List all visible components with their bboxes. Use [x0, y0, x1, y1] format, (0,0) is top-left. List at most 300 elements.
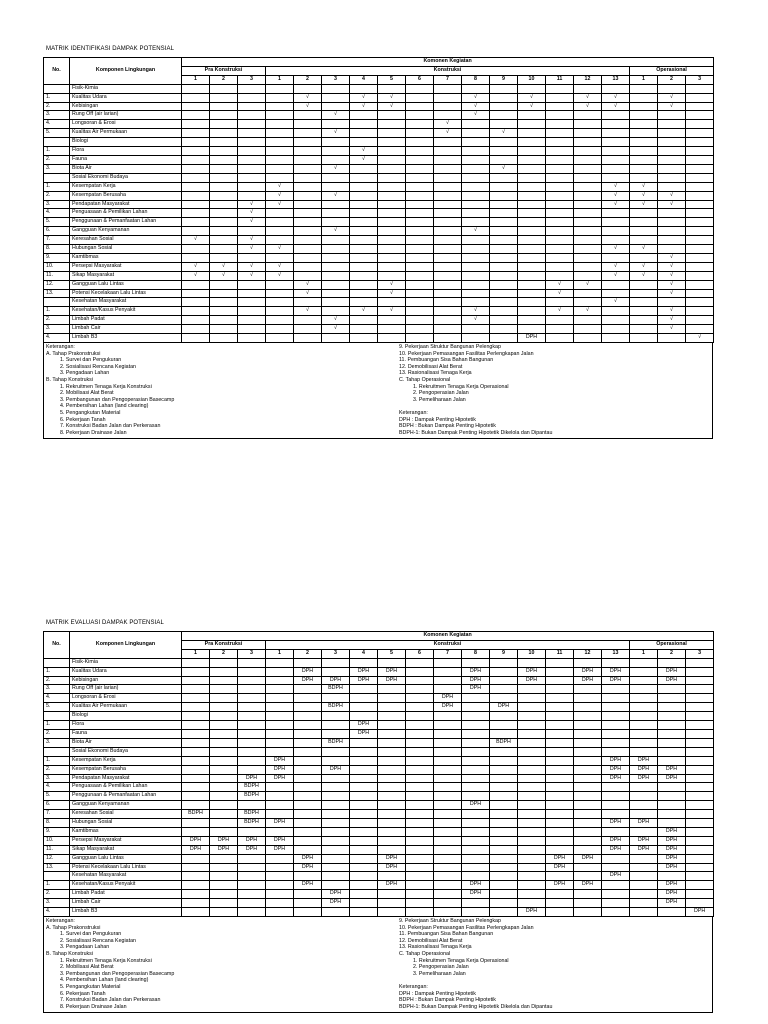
- matrix-cell: [490, 289, 518, 298]
- matrix-cell: [434, 289, 462, 298]
- matrix-cell: [322, 712, 350, 721]
- component-label: Kebisingan: [70, 102, 182, 111]
- row-number: 4.: [44, 120, 70, 129]
- matrix-cell: [462, 280, 490, 289]
- matrix-cell: [490, 836, 518, 845]
- row-number: 3.: [44, 111, 70, 120]
- matrix-cell: [238, 854, 266, 863]
- matrix-cell: [574, 685, 602, 694]
- row-number: 6.: [44, 801, 70, 810]
- matrix-cell: [182, 111, 210, 120]
- matrix-cell: √: [266, 271, 294, 280]
- matrix-cell: [182, 908, 210, 917]
- matrix-cell: [490, 810, 518, 819]
- matrix-cell: DPH: [658, 890, 686, 899]
- matrix-cell: [434, 908, 462, 917]
- matrix-cell: [686, 298, 714, 307]
- matrix-cell: DPH: [602, 845, 630, 854]
- matrix-cell: [266, 120, 294, 129]
- matrix-cell: [350, 325, 378, 334]
- table-row: [44, 783, 714, 792]
- header-column-number: 12: [574, 75, 602, 84]
- matrix-cell: [182, 102, 210, 111]
- matrix-cell: √: [462, 102, 490, 111]
- matrix-cell: [266, 872, 294, 881]
- matrix-cell: [322, 667, 350, 676]
- matrix-cell: √: [294, 289, 322, 298]
- matrix-cell: [546, 899, 574, 908]
- matrix-cell: [238, 316, 266, 325]
- matrix-cell: [378, 899, 406, 908]
- row-number: 7.: [44, 810, 70, 819]
- component-label: Biologi: [70, 712, 182, 721]
- matrix-cell: [294, 209, 322, 218]
- matrix-cell: [658, 155, 686, 164]
- matrix-cell: [602, 738, 630, 747]
- matrix-cell: [238, 712, 266, 721]
- matrix-cell: [658, 298, 686, 307]
- header-column-number: 2: [658, 649, 686, 658]
- header-column-number: 6: [406, 649, 434, 658]
- component-label: Biologi: [70, 138, 182, 147]
- matrix-cell: [378, 236, 406, 245]
- component-label: Hubungan Sosial: [70, 245, 182, 254]
- component-label: Kesempatan Kerja: [70, 182, 182, 191]
- legend-item: 7. Konstruksi Badan Jalan dan Perkerasan: [60, 423, 161, 430]
- component-label: Penguasaan & Pemilikan Lahan: [70, 209, 182, 218]
- table-row: [44, 845, 714, 854]
- matrix-cell: [630, 872, 658, 881]
- matrix-cell: [350, 756, 378, 765]
- matrix-cell: DPH: [658, 676, 686, 685]
- legend-item: 3. Pemeliharaan Jalan: [413, 396, 466, 403]
- table-row: [44, 676, 714, 685]
- matrix-cell: [686, 854, 714, 863]
- matrix-cell: [294, 712, 322, 721]
- matrix-cell: [378, 191, 406, 200]
- matrix-cell: [686, 765, 714, 774]
- matrix-cell: [490, 694, 518, 703]
- table-row: [44, 738, 714, 747]
- matrix-cell: [322, 774, 350, 783]
- matrix-cell: [406, 756, 434, 765]
- matrix-cell: DPH: [294, 854, 322, 863]
- header-group: Konstruksi: [266, 640, 630, 649]
- matrix-cell: [574, 703, 602, 712]
- matrix-cell: [406, 218, 434, 227]
- matrix-cell: [490, 899, 518, 908]
- matrix-cell: [462, 200, 490, 209]
- matrix-cell: [518, 899, 546, 908]
- matrix-cell: [210, 872, 238, 881]
- matrix-cell: [406, 658, 434, 667]
- matrix-cell: [602, 890, 630, 899]
- matrix-cell: [574, 325, 602, 334]
- matrix-cell: [294, 129, 322, 138]
- matrix-cell: [322, 721, 350, 730]
- matrix-cell: [434, 774, 462, 783]
- matrix-cell: [182, 253, 210, 262]
- matrix-cell: [518, 307, 546, 316]
- matrix-cell: [686, 890, 714, 899]
- matrix-cell: [322, 792, 350, 801]
- matrix-cell: [546, 721, 574, 730]
- matrix-cell: [630, 738, 658, 747]
- matrix-cell: [350, 84, 378, 93]
- matrix-cell: [462, 191, 490, 200]
- matrix-cell: √: [238, 262, 266, 271]
- matrix-cell: [518, 881, 546, 890]
- matrix-cell: DPH: [322, 899, 350, 908]
- matrix-cell: √: [630, 200, 658, 209]
- row-number: 1.: [44, 881, 70, 890]
- matrix-cell: [602, 218, 630, 227]
- matrix-cell: [546, 819, 574, 828]
- matrix-cell: [602, 164, 630, 173]
- matrix-cell: √: [658, 262, 686, 271]
- matrix-cell: [322, 218, 350, 227]
- legend-item: 3. Pengadaan Lahan: [60, 944, 110, 951]
- matrix-cell: [266, 298, 294, 307]
- legend-item: Keterangan:: [399, 409, 428, 416]
- table-row: [44, 111, 714, 120]
- matrix-cell: [210, 253, 238, 262]
- matrix-cell: [546, 667, 574, 676]
- matrix-cell: [210, 703, 238, 712]
- table-row: [44, 280, 714, 289]
- matrix-cell: [546, 676, 574, 685]
- matrix-cell: [266, 721, 294, 730]
- matrix-cell: √: [322, 164, 350, 173]
- row-number: 9.: [44, 827, 70, 836]
- matrix-cell: [434, 872, 462, 881]
- matrix-cell: DPH: [294, 667, 322, 676]
- matrix-cell: [490, 881, 518, 890]
- matrix-cell: [406, 289, 434, 298]
- matrix-cell: [658, 685, 686, 694]
- table-row: [44, 334, 714, 343]
- matrix-cell: DPH: [546, 881, 574, 890]
- matrix-cell: [182, 325, 210, 334]
- matrix-cell: √: [602, 102, 630, 111]
- matrix-cell: [574, 836, 602, 845]
- matrix-cell: [686, 810, 714, 819]
- matrix-cell: [686, 307, 714, 316]
- matrix-cell: [462, 182, 490, 191]
- matrix-cell: [434, 325, 462, 334]
- matrix-cell: [490, 209, 518, 218]
- matrix-cell: [210, 747, 238, 756]
- matrix-cell: [406, 703, 434, 712]
- matrix-cell: BDPH: [322, 703, 350, 712]
- matrix-cell: [546, 253, 574, 262]
- matrix-cell: [266, 218, 294, 227]
- matrix-cell: [686, 712, 714, 721]
- component-label: Gangguan Kenyamanan: [70, 801, 182, 810]
- matrix-cell: [210, 334, 238, 343]
- matrix-cell: [322, 810, 350, 819]
- matrix-cell: [518, 227, 546, 236]
- matrix-cell: [406, 316, 434, 325]
- table-row: [44, 863, 714, 872]
- matrix-cell: [490, 658, 518, 667]
- table-row: [44, 899, 714, 908]
- legend-item: 1. Rekruitmen Tenaga Kerja Operasional: [413, 383, 509, 390]
- matrix-cell: DPH: [322, 676, 350, 685]
- matrix-cell: [574, 899, 602, 908]
- matrix-cell: [378, 111, 406, 120]
- matrix-cell: [238, 676, 266, 685]
- matrix-cell: [630, 334, 658, 343]
- table-row: [44, 200, 714, 209]
- matrix-cell: [238, 111, 266, 120]
- matrix-cell: [350, 209, 378, 218]
- header-activities: Komonen Kegiatan: [182, 632, 714, 641]
- legend: [43, 343, 713, 439]
- matrix-cell: [546, 747, 574, 756]
- matrix-cell: [434, 307, 462, 316]
- matrix-cell: [406, 138, 434, 147]
- matrix-cell: [378, 890, 406, 899]
- matrix-cell: [574, 783, 602, 792]
- table-row: [44, 120, 714, 129]
- matrix-cell: BDPH: [238, 783, 266, 792]
- matrix-cell: [434, 747, 462, 756]
- matrix-cell: [658, 173, 686, 182]
- matrix-cell: [546, 729, 574, 738]
- matrix-cell: [210, 102, 238, 111]
- matrix-cell: [602, 783, 630, 792]
- legend-item: BDPH : Bukan Dampak Penting Hipotetik: [399, 997, 496, 1004]
- legend-item: 1. Rekruitmen Tenaga Kerja Konstruksi: [60, 957, 152, 964]
- matrix-cell: DPH: [378, 881, 406, 890]
- matrix-cell: √: [658, 271, 686, 280]
- table-row: [44, 307, 714, 316]
- matrix-cell: DPH: [378, 676, 406, 685]
- matrix-cell: [238, 325, 266, 334]
- matrix-cell: [518, 827, 546, 836]
- matrix-cell: [686, 138, 714, 147]
- matrix-cell: [602, 827, 630, 836]
- matrix-cell: [602, 694, 630, 703]
- matrix-cell: [490, 84, 518, 93]
- matrix-cell: [686, 227, 714, 236]
- matrix-cell: [406, 155, 434, 164]
- matrix-cell: [182, 694, 210, 703]
- legend-item: B. Tahap Konstruksi: [46, 376, 94, 383]
- matrix-cell: [182, 872, 210, 881]
- matrix-cell: √: [294, 93, 322, 102]
- matrix-cell: [322, 729, 350, 738]
- header-column-number: 5: [378, 75, 406, 84]
- component-label: Biota Air: [70, 738, 182, 747]
- matrix-cell: [238, 253, 266, 262]
- matrix-cell: √: [434, 120, 462, 129]
- table-row: [44, 262, 714, 271]
- matrix-cell: [434, 863, 462, 872]
- matrix-cell: [490, 236, 518, 245]
- matrix-cell: [546, 890, 574, 899]
- matrix-cell: [490, 218, 518, 227]
- row-number: 4.: [44, 334, 70, 343]
- matrix-cell: [518, 890, 546, 899]
- matrix-cell: [322, 694, 350, 703]
- matrix-cell: DPH: [546, 863, 574, 872]
- row-number: 2.: [44, 890, 70, 899]
- matrix-cell: DPH: [462, 667, 490, 676]
- component-label: Kamtibmas: [70, 827, 182, 836]
- matrix-cell: [462, 245, 490, 254]
- matrix-cell: [434, 147, 462, 156]
- matrix-cell: [378, 84, 406, 93]
- component-label: Sosial Ekonomi Budaya: [70, 173, 182, 182]
- matrix-cell: [434, 729, 462, 738]
- matrix-cell: [546, 262, 574, 271]
- matrix-cell: [378, 819, 406, 828]
- matrix-cell: [210, 84, 238, 93]
- matrix-cell: [574, 819, 602, 828]
- matrix-cell: [602, 84, 630, 93]
- matrix-cell: [434, 899, 462, 908]
- matrix-cell: [686, 147, 714, 156]
- matrix-cell: [322, 747, 350, 756]
- matrix-cell: [434, 881, 462, 890]
- matrix-cell: [406, 783, 434, 792]
- legend-left-column: [44, 344, 359, 436]
- matrix-cell: DPH: [574, 676, 602, 685]
- matrix-cell: [406, 164, 434, 173]
- row-number: [44, 84, 70, 93]
- header-column-number: 5: [378, 649, 406, 658]
- matrix-cell: [490, 253, 518, 262]
- matrix-cell: [434, 316, 462, 325]
- matrix-cell: [518, 147, 546, 156]
- matrix-cell: [210, 721, 238, 730]
- matrix-cell: [490, 756, 518, 765]
- matrix-cell: [546, 694, 574, 703]
- matrix-cell: DPH: [658, 765, 686, 774]
- matrix-cell: [546, 102, 574, 111]
- matrix-cell: [574, 262, 602, 271]
- matrix-cell: [574, 792, 602, 801]
- matrix-cell: [294, 111, 322, 120]
- matrix-cell: [630, 881, 658, 890]
- legend-left-column: [44, 918, 359, 1010]
- header-column-number: 1: [630, 75, 658, 84]
- matrix-cell: DPH: [378, 854, 406, 863]
- matrix-cell: [490, 200, 518, 209]
- matrix-cell: √: [518, 93, 546, 102]
- matrix-cell: [266, 316, 294, 325]
- matrix-cell: [658, 120, 686, 129]
- component-label: Longsoran & Erosi: [70, 120, 182, 129]
- matrix-cell: [546, 703, 574, 712]
- matrix-cell: [574, 218, 602, 227]
- matrix-cell: [210, 863, 238, 872]
- matrix-cell: [574, 658, 602, 667]
- matrix-cell: [630, 703, 658, 712]
- row-number: 3.: [44, 738, 70, 747]
- matrix-cell: [238, 93, 266, 102]
- matrix-cell: [406, 227, 434, 236]
- component-label: Limbah B3: [70, 334, 182, 343]
- matrix-cell: [658, 792, 686, 801]
- matrix-cell: [686, 827, 714, 836]
- matrix-cell: [686, 738, 714, 747]
- matrix-cell: [518, 245, 546, 254]
- matrix-cell: √: [462, 307, 490, 316]
- matrix-cell: [294, 182, 322, 191]
- matrix-cell: [630, 729, 658, 738]
- matrix-cell: [378, 316, 406, 325]
- matrix-cell: [238, 881, 266, 890]
- matrix-cell: √: [238, 271, 266, 280]
- matrix-cell: √: [238, 200, 266, 209]
- matrix-cell: [378, 810, 406, 819]
- matrix-cell: [378, 271, 406, 280]
- matrix-cell: [490, 155, 518, 164]
- matrix-cell: DPH: [434, 694, 462, 703]
- matrix-cell: [546, 792, 574, 801]
- matrix-cell: [462, 712, 490, 721]
- matrix-cell: [350, 191, 378, 200]
- row-number: 2.: [44, 102, 70, 111]
- matrix-cell: DPH: [182, 845, 210, 854]
- matrix-cell: [182, 685, 210, 694]
- matrix-cell: √: [490, 129, 518, 138]
- matrix-cell: [546, 138, 574, 147]
- matrix-cell: DPH: [350, 676, 378, 685]
- matrix-cell: [322, 334, 350, 343]
- matrix-cell: [210, 783, 238, 792]
- header-no: No.: [44, 58, 70, 85]
- matrix-cell: [574, 890, 602, 899]
- matrix-cell: [350, 685, 378, 694]
- matrix-cell: [350, 316, 378, 325]
- matrix-cell: [350, 899, 378, 908]
- matrix-cell: [378, 685, 406, 694]
- matrix-cell: [490, 173, 518, 182]
- row-number: 3.: [44, 325, 70, 334]
- matrix-cell: [434, 738, 462, 747]
- matrix-cell: [182, 783, 210, 792]
- header-column-number: 3: [238, 75, 266, 84]
- matrix-cell: [686, 155, 714, 164]
- matrix-cell: [350, 245, 378, 254]
- component-label: Persepsi Masyarakat: [70, 836, 182, 845]
- matrix-cell: [434, 155, 462, 164]
- header-column-number: 7: [434, 75, 462, 84]
- matrix-cell: [686, 120, 714, 129]
- matrix-cell: [322, 872, 350, 881]
- matrix-cell: [686, 280, 714, 289]
- component-label: Kesehatan Masyarakat: [70, 298, 182, 307]
- matrix-cell: [210, 667, 238, 676]
- matrix-cell: [518, 262, 546, 271]
- matrix-cell: DPH: [238, 836, 266, 845]
- matrix-cell: [686, 262, 714, 271]
- component-label: Kesehatan/Kasus Penyakit: [70, 881, 182, 890]
- matrix-cell: [210, 236, 238, 245]
- matrix-cell: [266, 129, 294, 138]
- matrix-cell: DPH: [658, 845, 686, 854]
- matrix-cell: [490, 765, 518, 774]
- matrix-cell: DPH: [574, 667, 602, 676]
- matrix-cell: DPH: [266, 774, 294, 783]
- matrix-cell: [378, 325, 406, 334]
- matrix-cell: [686, 111, 714, 120]
- matrix-cell: [350, 658, 378, 667]
